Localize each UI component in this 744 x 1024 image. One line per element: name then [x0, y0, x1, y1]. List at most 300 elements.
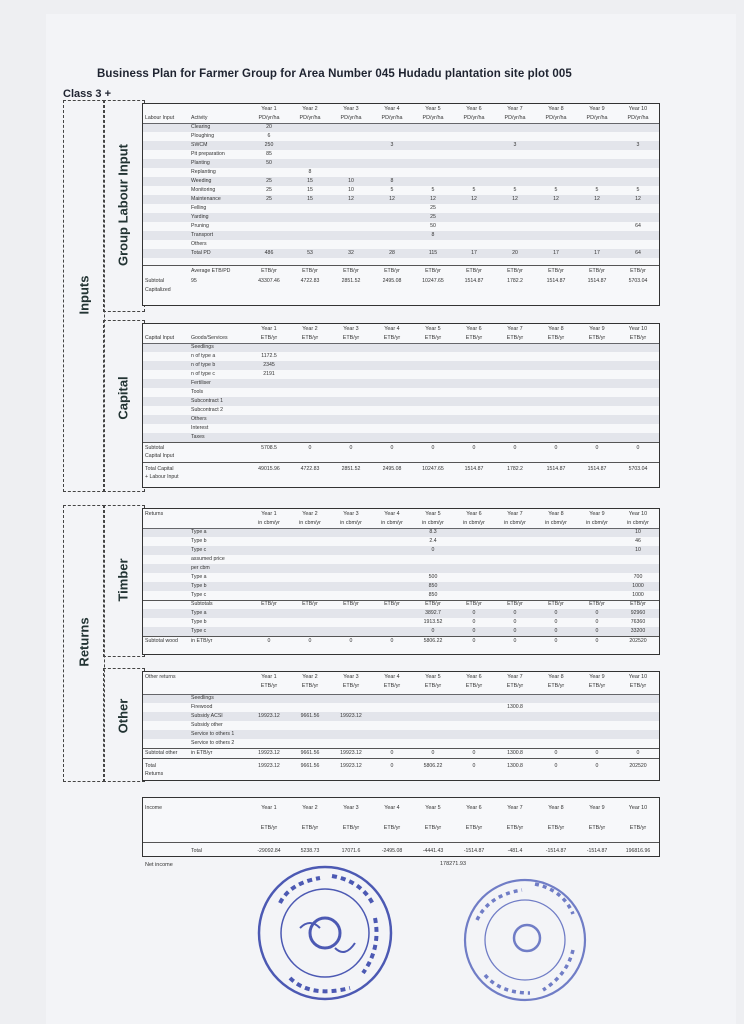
header-cell: Year 5	[425, 326, 441, 332]
cell: 15	[307, 178, 313, 184]
row-label: Total PD	[191, 250, 211, 256]
cell: 0	[431, 547, 435, 553]
row-category: Other returns	[145, 674, 176, 680]
row-label: Service to others 2	[191, 740, 235, 746]
row-label: Total	[191, 848, 202, 854]
cell: 5	[595, 187, 599, 193]
capital-row	[143, 415, 659, 424]
cell: ETB/yr	[589, 601, 605, 607]
other-total-row-2	[143, 770, 659, 779]
row-label: Goods/Services	[191, 335, 228, 341]
row-label: Seedlings	[191, 695, 214, 701]
labour-capitalized-row	[143, 286, 659, 295]
income-total-row	[143, 847, 659, 856]
unit-cell: in cbm/yr	[422, 520, 444, 526]
cell: 17	[594, 250, 600, 256]
cell: 3	[390, 142, 394, 148]
cell: 3892.7	[425, 610, 441, 616]
row-label: Pruning	[191, 223, 209, 229]
row-label: Activity	[191, 115, 208, 121]
capital-header-units	[143, 334, 659, 343]
cell: 9661.56	[300, 750, 320, 756]
cell: 5	[472, 187, 476, 193]
cell: 0	[513, 610, 517, 616]
header-cell: Year 8	[548, 674, 564, 680]
other-row	[143, 712, 659, 721]
unit-cell: ETB/yr	[301, 825, 319, 831]
unit-cell: PD/yr/ha	[627, 115, 649, 121]
capital-input-table	[142, 323, 660, 488]
cell: 850	[428, 583, 438, 589]
table-rule	[143, 462, 659, 463]
cell: 2191	[263, 371, 275, 377]
unit-cell: PD/yr/ha	[463, 115, 485, 121]
unit-cell: ETB/yr	[506, 335, 524, 341]
timber-subtotals-header	[143, 600, 659, 609]
labour-header-years	[143, 105, 659, 114]
labour-row	[143, 204, 659, 213]
row-label: Others	[191, 416, 207, 422]
cell: 5	[554, 187, 558, 193]
header-cell: Year 7	[507, 106, 523, 112]
page-title: Business Plan for Farmer Group for Area Number 045 Hudadu plantation site plot 005	[97, 68, 572, 80]
cell: 1514.87	[587, 466, 607, 472]
row-label: Average ETB/PD	[191, 268, 231, 274]
unit-cell: ETB/yr	[588, 825, 606, 831]
unit-cell: ETB/yr	[424, 825, 442, 831]
row-category: Capital Input	[145, 453, 175, 459]
cell: 1782.2	[507, 278, 523, 284]
row-label: assumed price	[191, 556, 225, 562]
cell: 1300.8	[507, 704, 523, 710]
header-cell: Year 2	[302, 326, 318, 332]
returns-label: Returns	[76, 617, 92, 667]
other-row	[143, 730, 659, 739]
cell: 17	[471, 250, 477, 256]
labour-row	[143, 132, 659, 141]
cell: 50	[266, 160, 272, 166]
capital-row	[143, 388, 659, 397]
cell: 50	[430, 223, 436, 229]
income-header-units	[143, 824, 659, 833]
cell: 6	[267, 133, 271, 139]
row-label: Type a	[191, 610, 207, 616]
row-label: Subcontract 1	[191, 398, 224, 404]
row-label: Replanting	[191, 169, 216, 175]
cell: 2851.52	[341, 466, 361, 472]
cell: 12	[389, 196, 395, 202]
row-label: Firewood	[191, 704, 213, 710]
capital-row	[143, 379, 659, 388]
cell: -1514.87	[545, 848, 567, 854]
cell: 17071.6	[341, 848, 361, 854]
cell: 250	[264, 142, 274, 148]
cell: 850	[428, 592, 438, 598]
row-label: Service to others 1	[191, 731, 235, 737]
cell: 46	[635, 538, 641, 544]
row-category: Returns	[145, 771, 164, 777]
row-category: + Labour Input	[145, 474, 179, 480]
capital-header-years	[143, 325, 659, 334]
cell: -481.4	[507, 848, 523, 854]
header-cell: Year 9	[589, 511, 605, 517]
cell: 0	[390, 445, 394, 451]
header-cell: Year 1	[261, 511, 277, 517]
cell: 1782.2	[507, 466, 523, 472]
cell: 2851.52	[341, 278, 361, 284]
unit-cell: in cbm/yr	[299, 520, 321, 526]
other-row	[143, 703, 659, 712]
cell: 10	[348, 178, 354, 184]
cell: 0	[636, 750, 640, 756]
cell: 0	[595, 750, 599, 756]
header-cell: Year 9	[589, 805, 605, 811]
row-label: n of type c	[191, 371, 215, 377]
cell: 19923.12	[258, 750, 280, 756]
cell: 0	[431, 750, 435, 756]
labour-average-row	[143, 267, 659, 276]
row-label: n of type b	[191, 362, 216, 368]
cell: 12	[553, 196, 559, 202]
row-label: Pit preparation	[191, 151, 225, 157]
cell: 12	[430, 196, 436, 202]
cell: 0	[595, 763, 599, 769]
cell: 3	[636, 142, 640, 148]
cell: ETB/yr	[384, 268, 400, 274]
row-label: Clearing	[191, 124, 211, 130]
cell: 0	[554, 638, 558, 644]
cell: 19923.12	[258, 713, 280, 719]
labour-row	[143, 168, 659, 177]
header-cell: Year 5	[425, 805, 441, 811]
cell: 32	[348, 250, 354, 256]
cell: 0	[472, 763, 476, 769]
labour-row	[143, 186, 659, 195]
cell: 0	[390, 750, 394, 756]
header-cell: Year 1	[261, 106, 277, 112]
unit-cell: in cbm/yr	[381, 520, 403, 526]
unit-cell: ETB/yr	[383, 683, 401, 689]
cell: 500	[428, 574, 438, 580]
cell: 0	[431, 445, 435, 451]
row-category: Subtotal wood	[145, 638, 178, 644]
labour-row	[143, 123, 659, 132]
timber-row	[143, 555, 659, 564]
timber-value-row	[143, 618, 659, 627]
cell: 25	[430, 214, 436, 220]
header-cell: Year 4	[384, 805, 400, 811]
cell: 1300.8	[507, 763, 523, 769]
other-row	[143, 694, 659, 703]
timber-row	[143, 582, 659, 591]
header-cell: Year 2	[302, 674, 318, 680]
labour-row	[143, 159, 659, 168]
cell: 10247.65	[422, 278, 444, 284]
capital-label: Capital	[115, 376, 131, 420]
cell: 5	[431, 187, 435, 193]
cell: 5	[636, 187, 640, 193]
cell: ETB/yr	[630, 601, 646, 607]
group-labour-input-label: Group Labour Input	[115, 143, 131, 267]
cell: 3	[513, 142, 517, 148]
cell: 9661.56	[300, 713, 320, 719]
cell: ETB/yr	[425, 268, 441, 274]
net-income-label: Net income	[145, 862, 173, 868]
row-label: Subsidy other	[191, 722, 223, 728]
unit-cell: ETB/yr	[547, 683, 565, 689]
other-header-units	[143, 682, 659, 691]
unit-cell: ETB/yr	[342, 683, 360, 689]
timber-label: Timber	[115, 558, 131, 602]
cell: 0	[472, 445, 476, 451]
header-cell: Year 2	[302, 805, 318, 811]
unit-cell: ETB/yr	[465, 825, 483, 831]
row-label: Type b	[191, 538, 207, 544]
header-cell: Year 3	[343, 106, 359, 112]
header-cell: Year 4	[384, 106, 400, 112]
cell: 76360	[630, 619, 646, 625]
header-cell: Year 6	[466, 674, 482, 680]
cell: 0	[554, 750, 558, 756]
cell: ETB/yr	[302, 268, 318, 274]
cell: 2495.08	[382, 466, 402, 472]
cell: 1514.87	[546, 466, 566, 472]
cell: 4722.83	[300, 278, 320, 284]
unit-cell: PD/yr/ha	[422, 115, 444, 121]
cell: 10	[348, 187, 354, 193]
capital-row	[143, 361, 659, 370]
unit-cell: ETB/yr	[465, 335, 483, 341]
income-table	[142, 797, 660, 857]
cell: 5806.22	[423, 638, 443, 644]
cell: 10247.65	[422, 466, 444, 472]
capital-row	[143, 424, 659, 433]
cell: 19923.12	[258, 763, 280, 769]
timber-row	[143, 528, 659, 537]
header-cell: Year 10	[628, 674, 648, 680]
cell: 12	[348, 196, 354, 202]
unit-cell: ETB/yr	[506, 683, 524, 689]
cell: 0	[513, 628, 517, 634]
cell: 202520	[629, 638, 647, 644]
table-rule	[143, 842, 659, 843]
header-cell: Year 1	[261, 674, 277, 680]
inputs-label: Inputs	[76, 275, 92, 315]
cell: 0	[308, 445, 312, 451]
row-label: Ploughing	[191, 133, 215, 139]
header-cell: Year 8	[548, 805, 564, 811]
cell: 43307.46	[258, 278, 280, 284]
cell: 0	[595, 445, 599, 451]
labour-row	[143, 177, 659, 186]
header-cell: Year 10	[628, 805, 648, 811]
cell: 2345	[263, 362, 275, 368]
header-cell: Year 3	[343, 511, 359, 517]
unit-cell: ETB/yr	[629, 825, 647, 831]
row-label: Subsidy ACSI	[191, 713, 223, 719]
cell: 0	[308, 638, 312, 644]
row-label: Type c	[191, 592, 207, 598]
row-label: in ETB/yr	[191, 750, 213, 756]
cell: 12	[635, 196, 641, 202]
header-cell: Year 1	[261, 326, 277, 332]
header-cell: Year 2	[302, 106, 318, 112]
other-row	[143, 721, 659, 730]
capital-row	[143, 406, 659, 415]
cell: 8	[390, 178, 394, 184]
cell: 0	[513, 619, 517, 625]
cell: 28	[389, 250, 395, 256]
cell: 9661.56	[300, 763, 320, 769]
cell: 0	[472, 750, 476, 756]
class-label: Class 3 +	[63, 88, 112, 100]
table-rule	[143, 265, 659, 266]
cell: 0	[349, 445, 353, 451]
header-cell: Year 2	[302, 511, 318, 517]
cell: 20	[512, 250, 518, 256]
unit-cell: in cbm/yr	[258, 520, 280, 526]
row-label: Type c	[191, 628, 207, 634]
row-label: Type b	[191, 619, 207, 625]
left-seal-stamp	[250, 858, 400, 1008]
row-label: Transport	[191, 232, 214, 238]
row-label: Weeding	[191, 178, 212, 184]
cell: 0	[554, 619, 558, 625]
header-cell: Year 4	[384, 674, 400, 680]
cell: 5238.73	[300, 848, 320, 854]
cell: -29092.84	[257, 848, 281, 854]
unit-cell: ETB/yr	[260, 683, 278, 689]
capital-row	[143, 433, 659, 442]
cell: ETB/yr	[261, 268, 277, 274]
cell: ETB/yr	[507, 601, 523, 607]
cell: -1514.87	[463, 848, 485, 854]
cell: ETB/yr	[261, 601, 277, 607]
cell: 25	[266, 187, 272, 193]
header-cell: Year 5	[425, 511, 441, 517]
timber-subtotal-row	[143, 637, 659, 646]
income-header-years	[143, 804, 659, 813]
header-cell: Year 9	[589, 326, 605, 332]
row-label: Type c	[191, 547, 207, 553]
cell: ETB/yr	[343, 268, 359, 274]
row-category: Subtotal other	[145, 750, 178, 756]
header-cell: Year 3	[343, 805, 359, 811]
cell: 5703.04	[628, 278, 648, 284]
unit-cell: ETB/yr	[301, 683, 319, 689]
timber-header-years	[143, 510, 659, 519]
header-cell: Year 7	[507, 326, 523, 332]
timber-value-row	[143, 609, 659, 618]
row-label: Seedlings	[191, 344, 214, 350]
row-category: Total	[145, 763, 156, 769]
cell: 5806.22	[423, 763, 443, 769]
unit-cell: ETB/yr	[424, 683, 442, 689]
cell: 0	[595, 619, 599, 625]
cell: 19923.12	[340, 713, 362, 719]
unit-cell: in cbm/yr	[504, 520, 526, 526]
row-label: n of type a	[191, 353, 216, 359]
unit-cell: ETB/yr	[588, 335, 606, 341]
header-cell: Year 3	[343, 326, 359, 332]
unit-cell: ETB/yr	[465, 683, 483, 689]
other-label: Other	[115, 698, 131, 734]
cell: ETB/yr	[466, 268, 482, 274]
cell: 8	[431, 232, 435, 238]
cell: 5	[513, 187, 517, 193]
header-cell: Year 8	[548, 511, 564, 517]
row-category: Labour Input	[145, 115, 175, 121]
row-label: Maintenance	[191, 196, 221, 202]
header-cell: Year 9	[589, 674, 605, 680]
unit-cell: ETB/yr	[301, 335, 319, 341]
cell: 64	[635, 250, 641, 256]
cell: ETB/yr	[589, 268, 605, 274]
cell: ETB/yr	[548, 268, 564, 274]
cell: 0	[431, 628, 435, 634]
cell: ETB/yr	[630, 268, 646, 274]
cell: 115	[428, 250, 438, 256]
cell: 0	[636, 445, 640, 451]
row-label: Type a	[191, 529, 207, 535]
labour-header-units	[143, 114, 659, 123]
header-cell: Year 8	[548, 326, 564, 332]
unit-cell: in cbm/yr	[627, 520, 649, 526]
cell: 700	[633, 574, 643, 580]
cell: 0	[554, 763, 558, 769]
capital-row	[143, 343, 659, 352]
unit-cell: in cbm/yr	[340, 520, 362, 526]
header-cell: Year 10	[628, 326, 648, 332]
header-cell: Year 7	[507, 805, 523, 811]
row-label: in ETB/yr	[191, 638, 213, 644]
cell: 25	[266, 196, 272, 202]
cell: ETB/yr	[384, 601, 400, 607]
cell: 12	[512, 196, 518, 202]
cell: 1514.87	[587, 278, 607, 284]
capital-row	[143, 397, 659, 406]
cell: ETB/yr	[343, 601, 359, 607]
cell: ETB/yr	[466, 601, 482, 607]
header-cell: Year 10	[628, 106, 648, 112]
other-row	[143, 739, 659, 748]
header-cell: Year 7	[507, 511, 523, 517]
cell: 1000	[632, 583, 644, 589]
cell: 1300.8	[507, 750, 523, 756]
labour-row	[143, 141, 659, 150]
cell: 0	[554, 445, 558, 451]
labour-row	[143, 249, 659, 258]
cell: 53	[307, 250, 313, 256]
table-rule	[143, 758, 659, 759]
header-cell: Year 3	[343, 674, 359, 680]
labour-row	[143, 150, 659, 159]
row-label: Yarding	[191, 214, 209, 220]
cell: 196816.96	[625, 848, 651, 854]
cell: -2495.08	[381, 848, 403, 854]
header-cell: Year 10	[628, 511, 648, 517]
cell: 8.3	[429, 529, 437, 535]
header-cell: Year 5	[425, 674, 441, 680]
row-label: Others	[191, 241, 207, 247]
cell: 17	[553, 250, 559, 256]
capital-subtotal-row-2	[143, 452, 659, 461]
cell: -1514.87	[586, 848, 608, 854]
cell: 19923.12	[340, 763, 362, 769]
header-cell: Year 1	[261, 805, 277, 811]
cell: -4441.43	[422, 848, 444, 854]
net-income-value: 178271.93	[440, 861, 466, 867]
